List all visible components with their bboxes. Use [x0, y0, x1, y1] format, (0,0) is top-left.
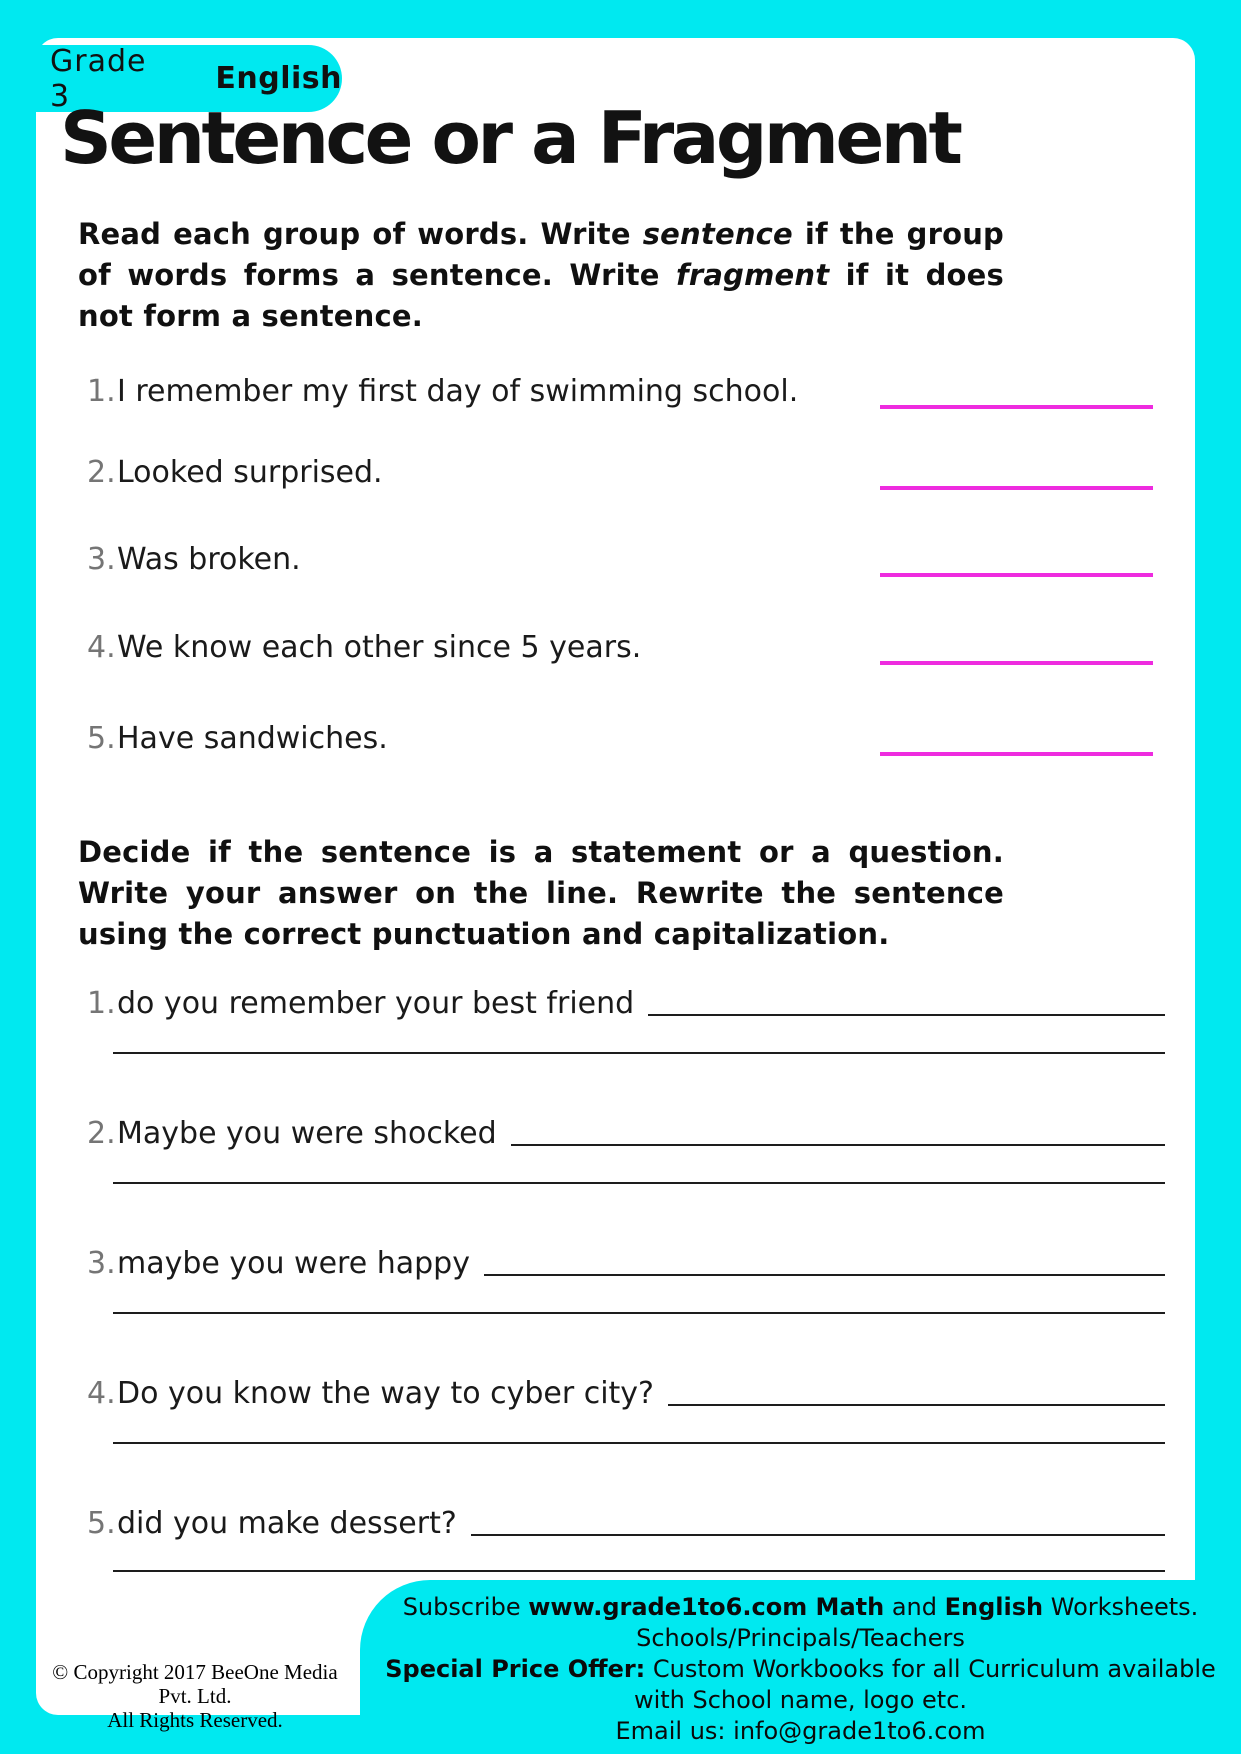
section1-instructions [78, 214, 1004, 337]
question-number: 4. [87, 630, 116, 665]
question-text: Was broken. [117, 542, 301, 577]
answer-line-full[interactable] [113, 1182, 1165, 1184]
answer-line-full[interactable] [113, 1312, 1165, 1314]
instruction-segment: if the group of words forms a sentence. Write [78, 217, 1004, 292]
copyright-notice [40, 1660, 350, 1732]
promo-line-2: Schools/Principals/Teachers [636, 1624, 965, 1652]
answer-line-inline[interactable] [471, 1534, 1165, 1536]
promo-line-4: with School name, logo etc. [633, 1686, 968, 1714]
question-row [87, 1376, 1165, 1412]
question-number: 3. [87, 1246, 116, 1281]
promo-offer-bold: Special Price Offer: [385, 1655, 646, 1683]
question-text: Do you know the way to cyber city? [117, 1376, 654, 1411]
instruction-segment: Read each group of words. Write [78, 217, 643, 251]
answer-line-inline[interactable] [668, 1404, 1165, 1406]
instruction-italic-word: sentence [642, 217, 793, 251]
question-text: Have sandwiches. [117, 721, 388, 756]
promo-line-1 [360, 1592, 1241, 1623]
promo-text: and [884, 1593, 945, 1621]
section2-instructions: Decide if the sentence is a statement or a question. Write your answer on the line. Rewrite the sentence using the correct punctuation and capitalization. [78, 835, 1004, 951]
answer-line-full[interactable] [113, 1052, 1165, 1054]
promo-line-5: Email us: info@grade1to6.com [615, 1717, 986, 1745]
promo-text: Subscribe [402, 1593, 529, 1621]
question-row [87, 986, 1165, 1022]
promo-line-3 [360, 1654, 1241, 1685]
question-text: I remember my first day of swimming school. [117, 374, 799, 409]
question-row [87, 1506, 1165, 1542]
question-number: 1. [87, 374, 116, 409]
grade-label: Grade 3 [50, 43, 147, 114]
copyright-line: © Copyright 2017 BeeOne Media Pvt. Ltd. [52, 1660, 338, 1708]
question-text: Maybe you were shocked [117, 1116, 497, 1151]
subject-label: English [215, 61, 342, 96]
answer-line[interactable] [880, 661, 1153, 665]
answer-line-inline[interactable] [484, 1274, 1165, 1276]
question-row [87, 374, 798, 410]
answer-line-inline[interactable] [511, 1144, 1165, 1146]
promo-text: Custom Workbooks for all Curriculum available [645, 1655, 1216, 1683]
question-number: 2. [87, 455, 116, 490]
answer-line[interactable] [880, 486, 1153, 490]
question-number: 4. [87, 1376, 116, 1411]
answer-line[interactable] [880, 573, 1153, 577]
question-text: We know each other since 5 years. [117, 630, 642, 665]
question-text: did you make dessert? [117, 1506, 457, 1541]
answer-line-full[interactable] [113, 1442, 1165, 1444]
question-row [87, 630, 641, 666]
question-text: do you remember your best friend [117, 986, 635, 1021]
page-title: Sentence or a Fragment [60, 96, 960, 180]
question-number: 5. [87, 1506, 116, 1541]
question-row [87, 455, 383, 491]
answer-line[interactable] [880, 405, 1153, 409]
instruction-segment: if it does not form a sentence. [78, 258, 1004, 333]
footer-promo-panel [360, 1580, 1241, 1754]
instruction-italic-word: fragment [676, 258, 830, 292]
question-row [87, 1246, 1165, 1282]
promo-subject-bold: English [944, 1593, 1044, 1621]
question-number: 3. [87, 542, 116, 577]
question-number: 5. [87, 721, 116, 756]
question-number: 2. [87, 1116, 116, 1151]
answer-line[interactable] [880, 752, 1153, 756]
answer-line-full[interactable] [113, 1570, 1165, 1572]
promo-text: Worksheets. [1043, 1593, 1199, 1621]
promo-site-bold: www.grade1to6.com Math [528, 1593, 885, 1621]
copyright-line: All Rights Reserved. [107, 1708, 283, 1732]
question-text: Looked surprised. [117, 455, 383, 490]
question-row [87, 721, 388, 757]
question-number: 1. [87, 986, 116, 1021]
answer-line-inline[interactable] [648, 1014, 1165, 1016]
question-row [87, 542, 301, 578]
question-text: maybe you were happy [117, 1246, 470, 1281]
question-row [87, 1116, 1165, 1152]
